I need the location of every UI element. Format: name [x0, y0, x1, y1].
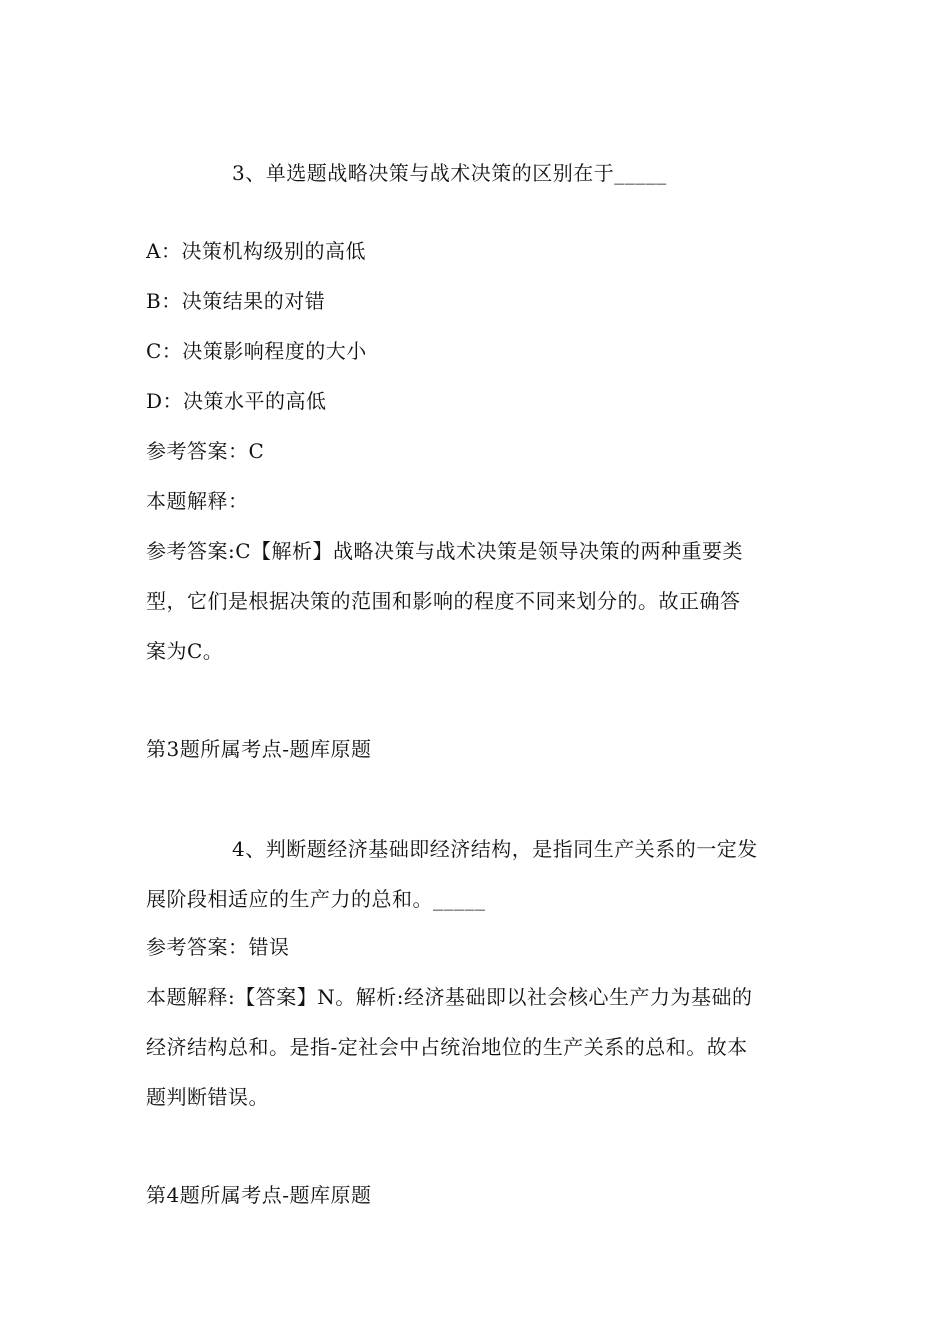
q3-option-b: B：决策结果的对错: [146, 289, 326, 313]
q3-option-d: D：决策水平的高低: [146, 389, 327, 413]
q3-option-a: A：决策机构级别的高低: [146, 239, 366, 263]
q3-explain-line-1: 参考答案:C【解析】战略决策与战术决策是领导决策的两种重要类: [146, 539, 744, 563]
q4-stem-line-2: 展阶段相适应的生产力的总和。_____: [146, 887, 486, 911]
q4-explain-line-2: 经济结构总和。是指-定社会中占统治地位的生产关系的总和。故本: [146, 1035, 748, 1059]
q4-explain-line-3: 题判断错误。: [146, 1085, 269, 1109]
q3-answer: 参考答案：C: [146, 439, 265, 463]
q3-explain-title: 本题解释：: [146, 489, 249, 513]
q3-knowledge-point: 第3题所属考点-题库原题: [146, 737, 372, 761]
q3-explain-line-3: 案为C。: [146, 639, 224, 663]
q4-answer: 参考答案：错误: [146, 935, 290, 959]
q3-explain-line-2: 型，它们是根据决策的范围和影响的程度不同来划分的。故正确答: [146, 589, 741, 613]
q4-stem-line-1: 4、判断题经济基础即经济结构，是指同生产关系的一定发: [232, 837, 758, 861]
q4-explain-line-1: 本题解释:【答案】N。解析:经济基础即以社会核心生产力为基础的: [146, 985, 753, 1009]
q3-option-c: C：决策影响程度的大小: [146, 339, 367, 363]
q3-stem: 3、单选题战略决策与战术决策的区别在于_____: [232, 161, 667, 185]
q4-knowledge-point: 第4题所属考点-题库原题: [146, 1183, 372, 1207]
